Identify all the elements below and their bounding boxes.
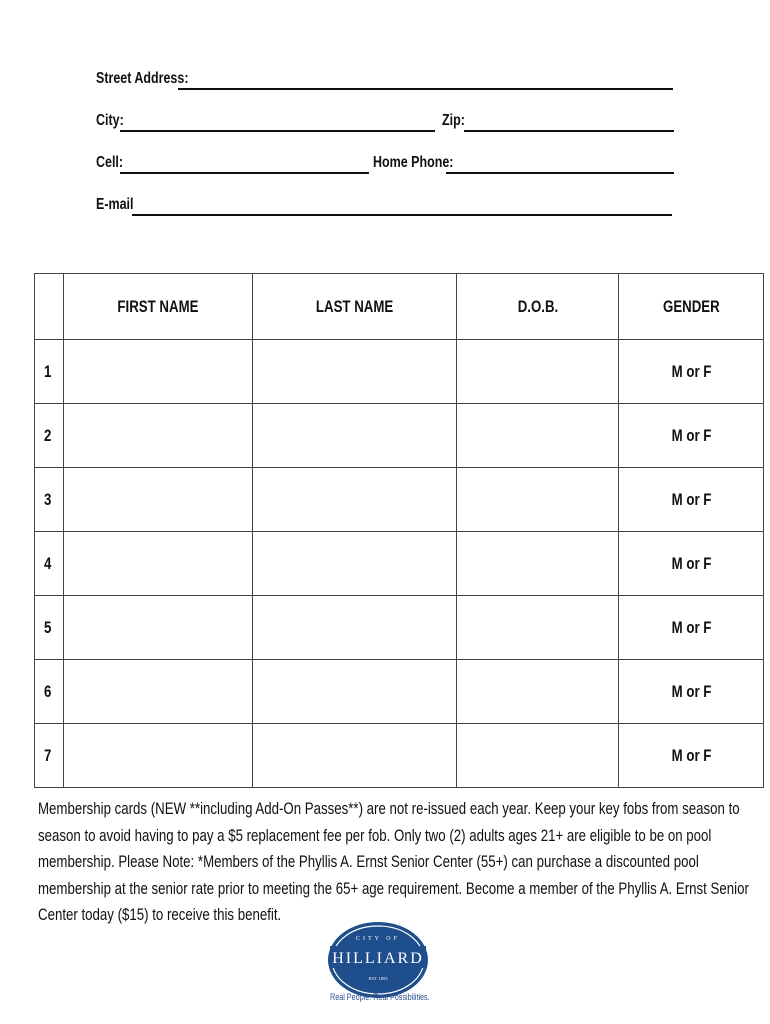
home-phone-field[interactable] (446, 172, 674, 174)
gender-cell[interactable]: M or F (619, 340, 764, 404)
email-row (96, 196, 676, 218)
last-name-cell[interactable] (253, 468, 457, 532)
logo-name: HILLIARD (332, 950, 424, 967)
header-first-name: FIRST NAME (64, 274, 253, 340)
first-name-cell[interactable] (64, 660, 253, 724)
dob-cell[interactable] (457, 404, 619, 468)
dob-cell[interactable] (457, 724, 619, 788)
table-row (35, 468, 764, 532)
member-table (34, 273, 764, 788)
email-field[interactable] (132, 214, 672, 216)
table-row (35, 404, 764, 468)
dob-cell[interactable] (457, 596, 619, 660)
last-name-cell[interactable] (253, 404, 457, 468)
last-name-cell[interactable] (253, 660, 457, 724)
header-dob: D.O.B. (457, 274, 619, 340)
cell-field[interactable] (120, 172, 369, 174)
last-name-cell[interactable] (253, 724, 457, 788)
header-number (35, 274, 64, 340)
home-phone-label: Home Phone: (373, 154, 454, 171)
dob-cell[interactable] (457, 660, 619, 724)
row-number: 3 (35, 468, 64, 532)
row-number: 1 (35, 340, 64, 404)
dob-cell[interactable] (457, 532, 619, 596)
row-number: 5 (35, 596, 64, 660)
last-name-cell[interactable] (253, 532, 457, 596)
row-number: 6 (35, 660, 64, 724)
header-last-name: LAST NAME (253, 274, 457, 340)
first-name-cell[interactable] (64, 404, 253, 468)
street-address-field[interactable] (178, 88, 673, 90)
gender-cell[interactable]: M or F (619, 660, 764, 724)
first-name-cell[interactable] (64, 532, 253, 596)
city-label: City: (96, 112, 124, 129)
table-row (35, 596, 764, 660)
logo-est: EST. 1853 (368, 976, 388, 981)
gender-cell[interactable]: M or F (619, 596, 764, 660)
gender-cell[interactable]: M or F (619, 724, 764, 788)
email-label: E-mail (96, 196, 134, 213)
dob-cell[interactable] (457, 340, 619, 404)
zip-label: Zip: (442, 112, 465, 129)
city-field[interactable] (120, 130, 435, 132)
row-number: 2 (35, 404, 64, 468)
street-address-row (96, 70, 676, 92)
header-gender: GENDER (619, 274, 764, 340)
row-number: 7 (35, 724, 64, 788)
first-name-cell[interactable] (64, 340, 253, 404)
cell-label: Cell: (96, 154, 124, 171)
table-row (35, 532, 764, 596)
last-name-cell[interactable] (253, 340, 457, 404)
table-row (35, 724, 764, 788)
street-address-label: Street Address: (96, 70, 189, 87)
row-number: 4 (35, 532, 64, 596)
logo-top-text: CITY OF (356, 936, 400, 942)
phone-row (96, 154, 676, 176)
gender-cell[interactable]: M or F (619, 468, 764, 532)
last-name-cell[interactable] (253, 596, 457, 660)
dob-cell[interactable] (457, 468, 619, 532)
gender-cell[interactable]: M or F (619, 532, 764, 596)
gender-cell[interactable]: M or F (619, 404, 764, 468)
membership-note: Membership cards (NEW **including Add-On Passes**) are not re-issued each year. Keep your key fobs from season to season to avoid having to pay a $5 replacement fee per fob. Only two (2) adults ages 21+ are eligible to be on pool membership. Please Note: *Members of the Phyllis A. Ernst Senior Center (55+) can purchase a discounted pool membership at the senior rate prior to meeting the 65+ age requirement. Become a member of the Phyllis A. Ernst Senior Center today ($15) to receive this benefit. (38, 799, 749, 924)
table-row (35, 660, 764, 724)
logo-tagline: Real People. Real Possibilities. (330, 992, 430, 1002)
first-name-cell[interactable] (64, 724, 253, 788)
first-name-cell[interactable] (64, 596, 253, 660)
table-row (35, 340, 764, 404)
first-name-cell[interactable] (64, 468, 253, 532)
table-header-row (35, 274, 764, 340)
zip-field[interactable] (464, 130, 674, 132)
city-zip-row (96, 112, 676, 134)
